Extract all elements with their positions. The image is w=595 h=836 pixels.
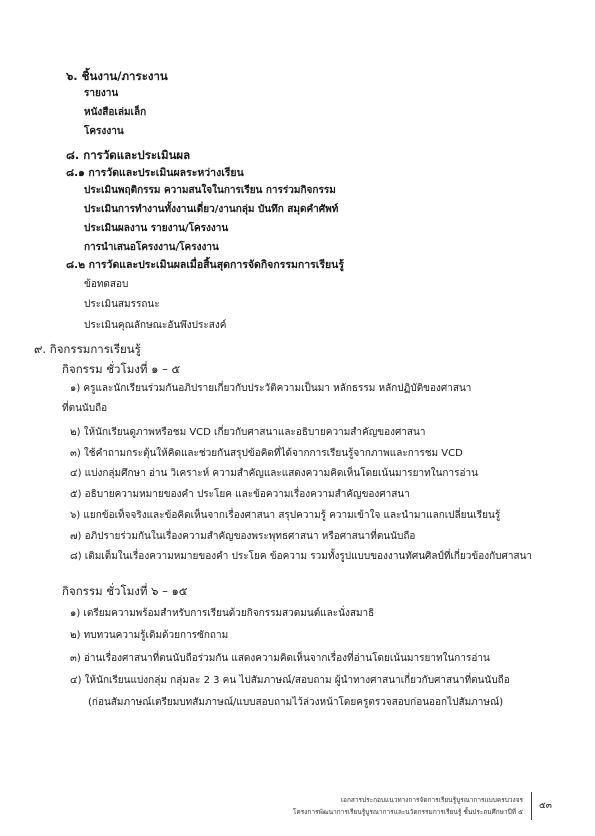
footer-project-title: โครงการพัฒนาการเรียนรู้บูรณาการและนวัตกรรมการเรียนรู้ ชั้นประถมศึกษาปีที่ ๕ — [292, 808, 523, 816]
page-number: ๕๓ — [539, 801, 552, 811]
subsection-heading-summative: ๘.๒ การวัดและประเมินผลเมื่อสิ้นสุดการจัดกิจกรรมการเรียนรู้ — [66, 259, 344, 271]
footer-divider — [531, 792, 532, 820]
activity-step: ๑) เตรียมความพร้อมสำหรับการเรียนด้วยกิจกรรมสวดมนต์และนั่งสมาธิ — [70, 608, 375, 619]
activity-step: ๔) ให้นักเรียนแบ่งกลุ่ม กลุ่มละ 2 3 คน ไปสัมภาษณ์/สอบถาม ผู้นำทางศาสนาเกี่ยวกับศาสนาที่ตนนับถือ — [70, 675, 510, 686]
activity-step: ๘) เติมเต็มในเรื่องความหมายของคำ ประโยค ข้อความ รวมทั้งรูปแบบของงานทัศนศิลป์ที่เกี่ยวข้องกับศาสนา — [70, 551, 533, 562]
section-heading-evaluation: ๘. การวัดและประเมินผล — [66, 148, 191, 162]
evaluation-item: ประเมินคุณลักษณะอันพึงประสงค์ — [84, 320, 227, 331]
activity-step: ๓) อ่านเรื่องศาสนาที่ตนนับถือร่วมกัน แสดงความคิดเห็นจากเรื่องที่อ่านโดยเน้นมารยาทในการอ่าน — [70, 653, 490, 664]
subsection-heading-formative: ๘.๑ การวัดและประเมินผลระหว่างเรียน — [66, 167, 244, 179]
activity-step: ๖) แยกข้อเท็จจริงและข้อคิดเห็นจากเรื่องศาสนา สรุปความรู้ ความเข้าใจ และนำมาแลกเปลี่ยนเรียนรู้ — [70, 510, 501, 521]
activity-step: ๓) ใช้คำถามกระตุ้นให้คิดและช่วยกันสรุปข้อคิดที่ได้จากการเรียนรู้จากภาพและการชม VCD — [70, 448, 463, 459]
work-item: รายงาน — [84, 88, 119, 99]
activity-step: ๗) อภิปรายร่วมกันในเรื่องความสำคัญของพระพุทธศาสนา หรือศาสนาที่ตนนับถือ — [70, 531, 416, 542]
activity-step: ๑) ครูและนักเรียนร่วมกันอภิปรายเกี่ยวกับประวัติความเป็นมา หลักธรรม หลักปฏิบัติของศาสนา — [70, 383, 472, 394]
activity-heading-2: กิจกรรม ชั่วโมงที่ ๖ – ๑๕ — [62, 584, 188, 598]
evaluation-item: ประเมินการทำงานทั้งงานเดี่ยว/งานกลุ่ม บันทึก สมุดคำศัพท์ — [84, 204, 339, 215]
evaluation-item: การนำเสนอโครงงาน/โครงงาน — [84, 242, 219, 253]
work-item: โครงงาน — [84, 126, 124, 137]
section-heading-activities: ๙. กิจกรรมการเรียนรู้ — [34, 342, 141, 356]
activity-step-continued: ที่ตนนับถือ — [62, 403, 108, 414]
section-heading-work: ๖. ชิ้นงาน/ภาระงาน — [66, 69, 168, 83]
activity-step-continued: (ก่อนสัมภาษณ์เตรียมบทสัมภาษณ์/แบบสอบถามไว้ล่วงหน้าโดยครูตรวจสอบก่อนออกไปสัมภาษณ์) — [88, 697, 504, 708]
work-item: หนังสือเล่มเล็ก — [84, 107, 147, 118]
activity-heading-1: กิจกรรม ชั่วโมงที่ ๑ – ๕ — [62, 362, 181, 376]
evaluation-item: ข้อทดสอบ — [84, 279, 129, 290]
activity-step: ๒) ให้นักเรียนดูภาพหรือชม VCD เกี่ยวกับศาสนาและอธิบายความสำคัญของศาสนา — [70, 427, 426, 438]
activity-step: ๕) อธิบายความหมายของคำ ประโยค และข้อความเรื่องความสำคัญของศาสนา — [70, 489, 410, 500]
evaluation-item: ประเมินสมรรถนะ — [84, 299, 160, 310]
activity-step: ๔) แบ่งกลุ่มศึกษา อ่าน วิเคราะห์ ความสำคัญและแสดงความคิดเห็นโดยเน้นมารยาทในการอ่าน — [70, 468, 478, 479]
activity-step: ๒) ทบทวนความรู้เดิมด้วยการซักถาม — [70, 630, 229, 641]
evaluation-item: ประเมินผลงาน รายงาน/โครงงาน — [84, 223, 229, 234]
footer-document-title: เอกสารประกอบแนวทางการจัดการเรียนรู้บูรณาการแบบครบวงจร — [340, 796, 523, 804]
evaluation-item: ประเมินพฤติกรรม ความสนใจในการเรียน การร่วมกิจกรรม — [84, 185, 336, 196]
